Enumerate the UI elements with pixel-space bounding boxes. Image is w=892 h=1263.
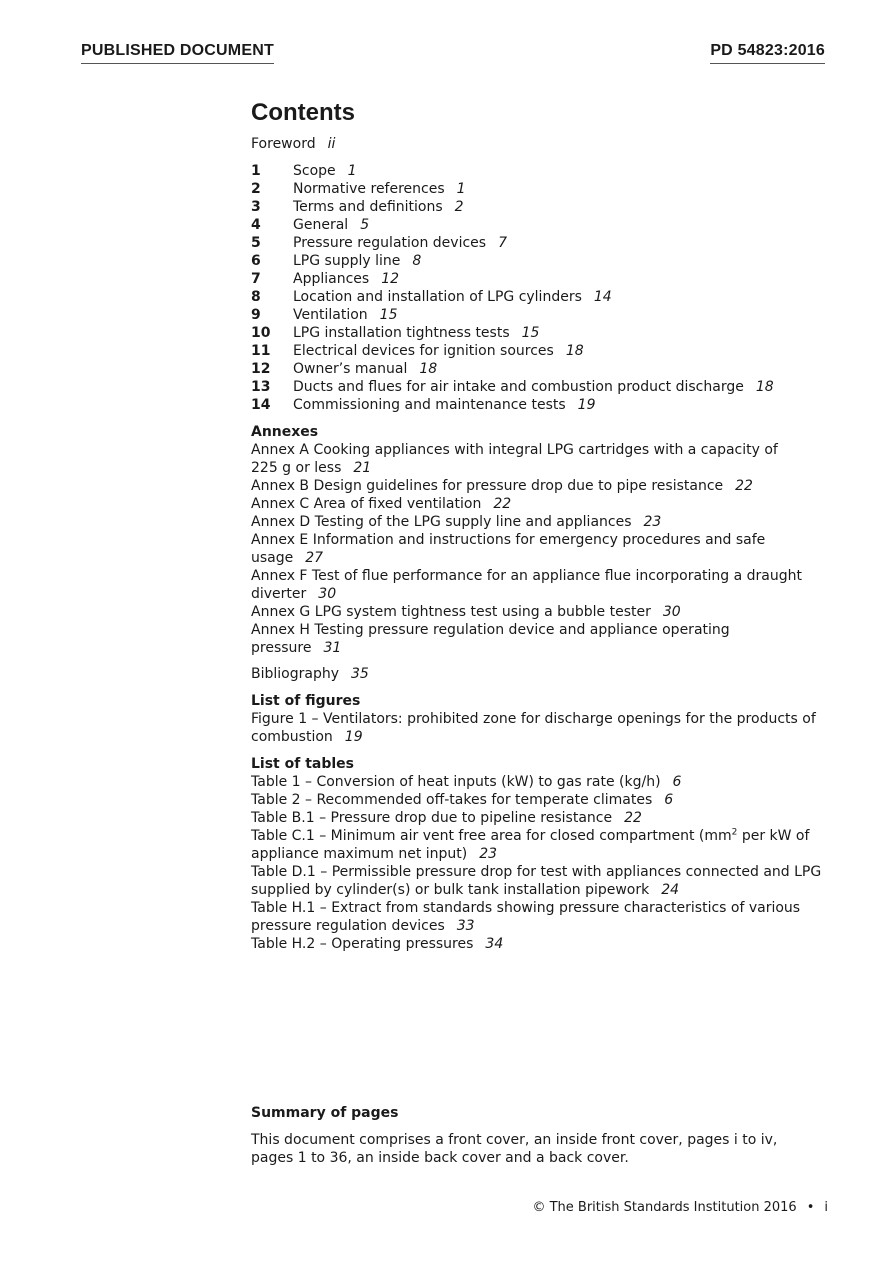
clause-number: 7	[251, 271, 261, 287]
annex-page: 27	[305, 550, 324, 566]
clause-label: Scope	[293, 163, 336, 179]
clause-number: 9	[251, 307, 261, 323]
clause-entry[interactable]	[251, 288, 841, 306]
annexes-heading: Annexes	[251, 424, 319, 440]
annex-label: Annex C Area of fixed ventilation	[251, 496, 482, 512]
clause-page: 15	[521, 325, 540, 341]
clause-label: Location and installation of LPG cylinders	[293, 289, 582, 305]
clause-page: 18	[565, 343, 584, 359]
foreword-entry[interactable]	[251, 135, 841, 153]
annexes-list	[251, 423, 802, 657]
bullet-separator: •	[806, 1200, 815, 1215]
annex-label: Annex F Test of flue performance for an appliance flue incorporating a draught diverter	[251, 568, 802, 602]
table-label: Table D.1 – Permissible pressure drop for test with appliances connected and LPG supplied by cylinder(s) or bulk tank installation pipework	[251, 864, 822, 898]
clause-entry[interactable]	[251, 162, 841, 180]
clause-number: 13	[251, 379, 271, 395]
clause-page: 12	[381, 271, 400, 287]
figures-list	[251, 692, 821, 746]
clause-page: 7	[498, 235, 507, 251]
summary-text: This document comprises a front cover, an inside front cover, pages i to iv, pages 1 to 36, an inside back cover and a back cover.	[251, 1132, 778, 1166]
figure-entry[interactable]	[251, 710, 821, 746]
clause-page: 1	[456, 181, 466, 197]
table-page: 23	[479, 846, 498, 862]
table-label: Table 2 – Recommended off-takes for temperate climates	[251, 792, 653, 808]
table-page: 24	[661, 882, 680, 898]
clause-entry[interactable]	[251, 270, 841, 288]
clause-entry[interactable]	[251, 234, 841, 252]
clause-number: 6	[251, 253, 261, 269]
table-entry[interactable]	[251, 863, 841, 899]
tables-list	[251, 755, 841, 953]
clause-page: 19	[577, 397, 596, 413]
table-entry[interactable]	[251, 899, 811, 935]
page-footer	[532, 1199, 828, 1217]
figure-page: 19	[344, 729, 363, 745]
annex-entry[interactable]	[251, 603, 781, 621]
clause-number: 11	[251, 343, 271, 359]
clause-entry[interactable]	[251, 378, 841, 396]
annex-label: Annex D Testing of the LPG supply line and appliances	[251, 514, 632, 530]
table-page: 34	[485, 936, 504, 952]
clause-page: 1	[347, 163, 357, 179]
annex-entry[interactable]	[251, 513, 781, 531]
annex-page: 22	[493, 496, 512, 512]
annex-label: Annex A Cooking appliances with integral LPG cartridges with a capacity of 225 g or less	[251, 442, 778, 476]
figure-label: Figure 1 – Ventilators: prohibited zone for discharge openings for the products of combustion	[251, 711, 816, 745]
clause-page: 15	[379, 307, 398, 323]
clause-label: Owner’s manual	[293, 361, 408, 377]
clause-number: 10	[251, 325, 271, 341]
clause-entry[interactable]	[251, 396, 841, 414]
annex-entry[interactable]	[251, 495, 781, 513]
table-entry[interactable]	[251, 773, 841, 791]
annex-label: Annex B Design guidelines for pressure drop due to pipe resistance	[251, 478, 724, 494]
bibliography-entry[interactable]	[251, 665, 841, 683]
annex-page: 22	[735, 478, 753, 494]
table-entry[interactable]	[251, 935, 841, 953]
clause-number: 8	[251, 289, 261, 305]
annex-entry[interactable]	[251, 477, 841, 495]
table-label: Table B.1 – Pressure drop due to pipeline resistance	[251, 810, 613, 826]
clause-page: 2	[454, 199, 464, 215]
clause-page: 18	[755, 379, 774, 395]
foreword-label: Foreword	[251, 136, 316, 152]
clause-entry[interactable]	[251, 306, 841, 324]
header-document-number: PD 54823:2016	[710, 41, 825, 64]
clause-label: LPG installation tightness tests	[293, 325, 510, 341]
clause-page: 8	[412, 253, 422, 269]
annex-page: 30	[662, 604, 681, 620]
clause-page: 18	[419, 361, 438, 377]
clause-entry[interactable]	[251, 360, 841, 378]
table-page: 6	[672, 774, 682, 790]
table-label-continued: per kW of appliance maximum net input)	[251, 828, 810, 862]
clause-number: 12	[251, 361, 271, 377]
clause-entry[interactable]	[251, 252, 841, 270]
annex-page: 31	[323, 640, 342, 656]
clause-label: Commissioning and maintenance tests	[293, 397, 566, 413]
table-label: Table C.1 – Minimum air vent free area for closed compartment (mm	[251, 828, 732, 844]
annex-page: 23	[643, 514, 662, 530]
tables-heading: List of tables	[251, 756, 354, 772]
table-page: 33	[456, 918, 475, 934]
figures-heading: List of figures	[251, 693, 361, 709]
table-entry[interactable]	[251, 827, 826, 863]
table-label: Table 1 – Conversion of heat inputs (kW) to gas rate (kg/h)	[251, 774, 661, 790]
clauses-list	[251, 162, 841, 414]
table-entry[interactable]	[251, 809, 841, 827]
clause-label: General	[293, 217, 349, 233]
annex-entry[interactable]	[251, 531, 781, 567]
clause-number: 5	[251, 235, 261, 251]
annex-label: Annex E Information and instructions for emergency procedures and safe usage	[251, 532, 766, 566]
page-title: Contents	[251, 99, 355, 126]
clause-label: Electrical devices for ignition sources	[293, 343, 554, 359]
clause-label: LPG supply line	[293, 253, 401, 269]
clause-entry[interactable]	[251, 324, 841, 342]
clause-label: Ducts and flues for air intake and combustion product discharge	[293, 379, 744, 395]
clause-label: Terms and definitions	[293, 199, 443, 215]
clause-label: Normative references	[293, 181, 445, 197]
clause-entry[interactable]	[251, 198, 841, 216]
clause-number: 1	[251, 163, 261, 179]
annex-page: 21	[353, 460, 372, 476]
table-page: 22	[624, 810, 642, 826]
table-label: Table H.1 – Extract from standards showing pressure characteristics of various pressure regulation devices	[251, 900, 801, 934]
summary-of-pages	[251, 1104, 791, 1167]
clause-label: Pressure regulation devices	[293, 235, 487, 251]
table-page: 6	[664, 792, 674, 808]
annex-page: 30	[318, 586, 337, 602]
annex-label: Annex G LPG system tightness test using a bubble tester	[251, 604, 651, 620]
annex-label: Annex H Testing pressure regulation device and appliance operating pressure	[251, 622, 730, 656]
superscript: 2	[731, 827, 738, 838]
clause-number: 3	[251, 199, 261, 215]
clause-label: Appliances	[293, 271, 370, 287]
summary-heading: Summary of pages	[251, 1105, 399, 1121]
header-document-type: PUBLISHED DOCUMENT	[81, 41, 274, 64]
table-label: Table H.2 – Operating pressures	[251, 936, 474, 952]
annex-entry[interactable]	[251, 441, 781, 477]
page-number: i	[824, 1200, 828, 1215]
bibliography-page: 35	[351, 666, 369, 682]
clause-page: 14	[593, 289, 612, 305]
clause-entry[interactable]	[251, 342, 841, 360]
clause-number: 4	[251, 217, 261, 233]
annex-entry[interactable]	[251, 621, 751, 657]
clause-number: 14	[251, 397, 271, 413]
table-entry[interactable]	[251, 791, 841, 809]
bibliography-label: Bibliography	[251, 666, 339, 682]
annex-entry[interactable]	[251, 567, 826, 603]
clause-entry[interactable]	[251, 180, 841, 198]
copyright-notice: © The British Standards Institution 2016	[532, 1200, 797, 1215]
foreword-page: ii	[327, 136, 336, 152]
clause-number: 2	[251, 181, 261, 197]
clause-page: 5	[360, 217, 370, 233]
clause-entry[interactable]	[251, 216, 841, 234]
clause-label: Ventilation	[293, 307, 368, 323]
